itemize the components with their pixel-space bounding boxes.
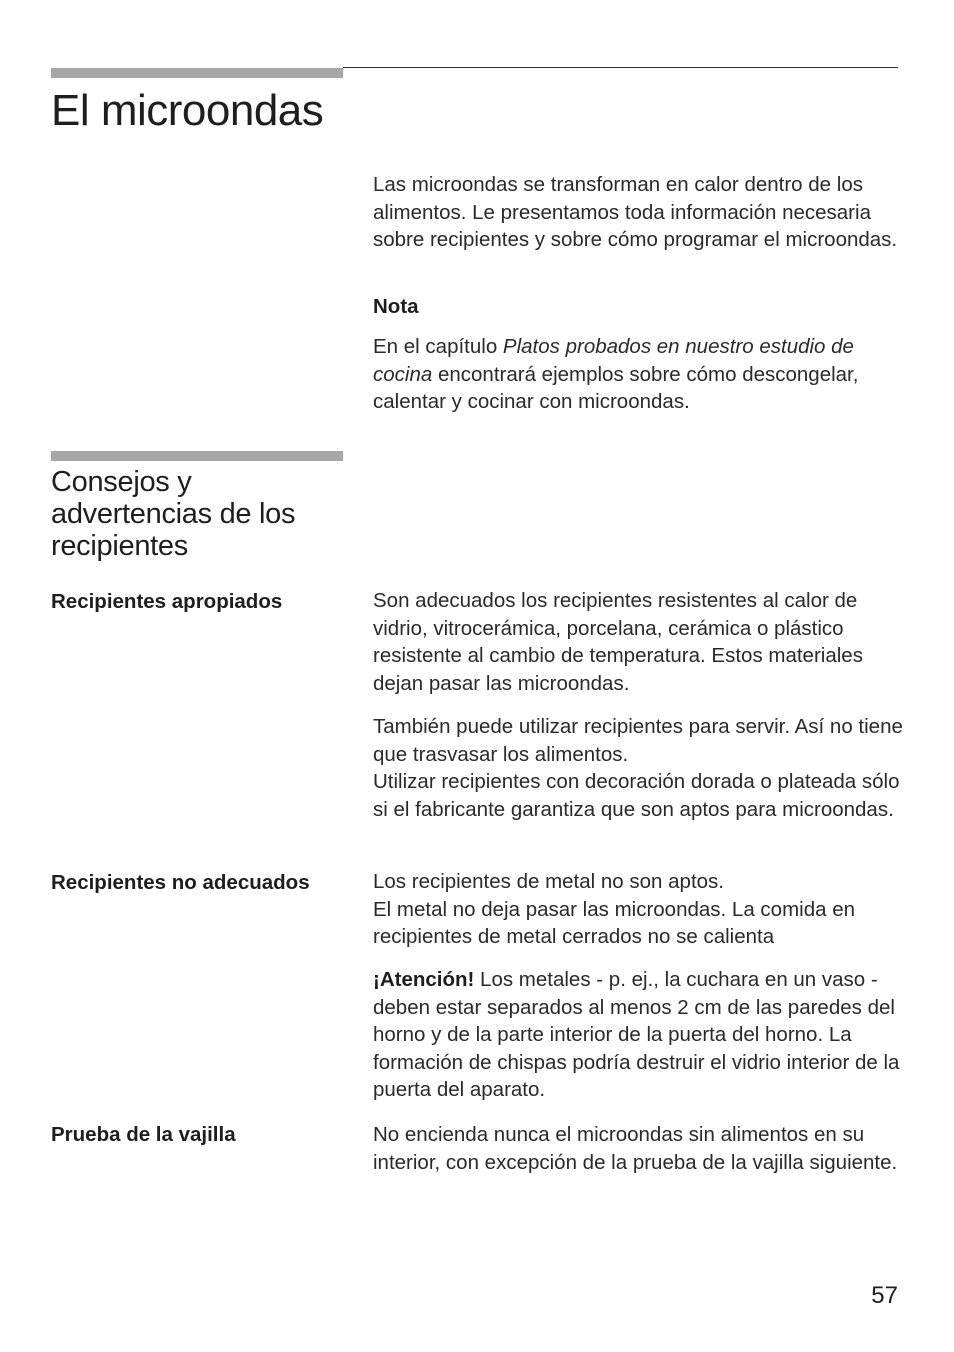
warning-paragraph (373, 966, 908, 1104)
no-adecuados-paragraph-1 (373, 868, 908, 951)
title-rule-thin (343, 67, 898, 68)
no-adecuados-line-1: Los recipientes de metal no son aptos. (373, 870, 724, 893)
section-rule (51, 451, 343, 461)
label-recipientes-no-adecuados: Recipientes no adecuados (51, 871, 310, 894)
no-adecuados-line-2: El metal no deja pasar las microondas. La comida en recipientes de metal cerrados no se calienta (373, 897, 856, 948)
section-heading: Consejos y advertencias de los recipientes (51, 466, 296, 562)
page-number: 57 (871, 1282, 898, 1309)
page-title: El microondas (51, 86, 324, 135)
apropiados-paragraph-1: Son adecuados los recipientes resistentes al calor de vidrio, vitrocerámica, porcelana, cerámica o plástico resistente al cambio de temperatura. Estos materiales dejan pasar las microondas. (373, 589, 863, 695)
note-chapter-title: Platos probados en nuestro estudio de cocina (373, 335, 854, 386)
warning-label: ¡Atención! (373, 968, 475, 991)
apropiados-paragraph-2 (373, 713, 908, 823)
note-heading: Nota (373, 295, 419, 318)
title-rule-thick (51, 68, 343, 78)
prueba-paragraph: No encienda nunca el microondas sin alimentos en su interior, con excepción de la prueba de la vajilla siguiente. (373, 1123, 898, 1174)
label-prueba-de-la-vajilla: Prueba de la vajilla (51, 1123, 236, 1146)
label-recipientes-apropiados: Recipientes apropiados (51, 590, 283, 613)
apropiados-line-2: Utilizar recipientes con decoración dorada o plateada sólo si el fabricante garantiza que son aptos para microondas. (373, 770, 900, 821)
intro-paragraph: Las microondas se transforman en calor dentro de los alimentos. Le presentamos toda información necesaria sobre recipientes y sobre cómo programar el microondas. (373, 173, 898, 251)
note-text-before: En el capítulo (373, 335, 503, 358)
apropiados-line-1: También puede utilizar recipientes para servir. Así no tiene que trasvasar los alimentos. (373, 715, 903, 766)
note-text-after: encontrará ejemplos sobre cómo descongelar, calentar y cocinar con microondas. (373, 362, 859, 413)
note-paragraph (373, 333, 908, 416)
warning-text: Los metales - p. ej., la cuchara en un vaso - deben estar separados al menos 2 cm de las paredes del horno y de la parte interior de la puerta del horno. La formación de chispas podría destruir el vidrio interior de la puerta del aparato. (373, 968, 900, 1101)
